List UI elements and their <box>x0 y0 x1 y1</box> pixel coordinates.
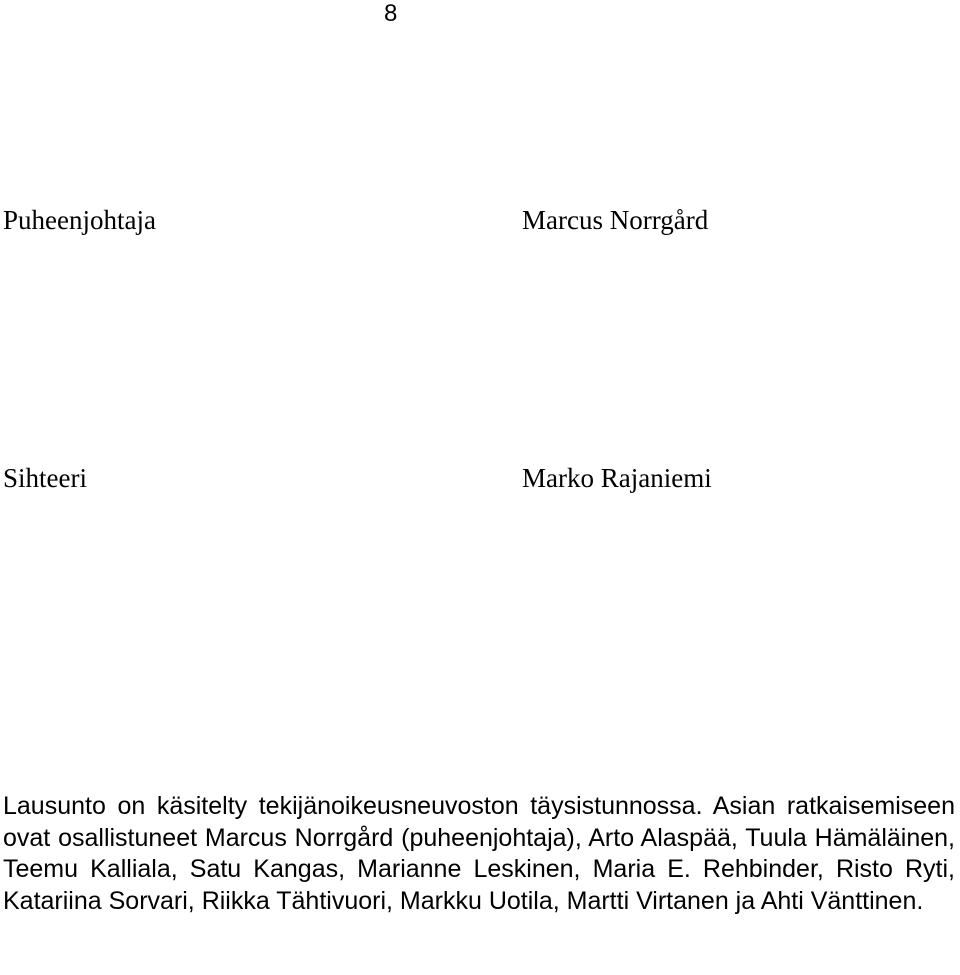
statement-paragraph: Lausunto on käsitelty tekijänoikeusneuvoston täysistunnossa. Asian ratkaisemiseen ovat osallistuneet Marcus Norrgård (puheenjohtaja), Arto Alaspää, Tuula Hämäläinen, Teemu Kalliala, Satu Kangas, Marianne Leskinen, Maria E. Rehbinder, Risto Ryti, Katariina Sorvari, Riikka Tähtivuori, Markku Uotila, Martti Virtanen ja Ahti Vänttinen. <box>3 792 955 915</box>
secretary-name: Marko Rajaniemi <box>522 463 712 493</box>
page-number: 8 <box>384 0 398 27</box>
secretary-role-label: Sihteeri <box>3 463 87 493</box>
chair-name: Marcus Norrgård <box>522 205 709 235</box>
chair-role-label: Puheenjohtaja <box>3 205 156 235</box>
